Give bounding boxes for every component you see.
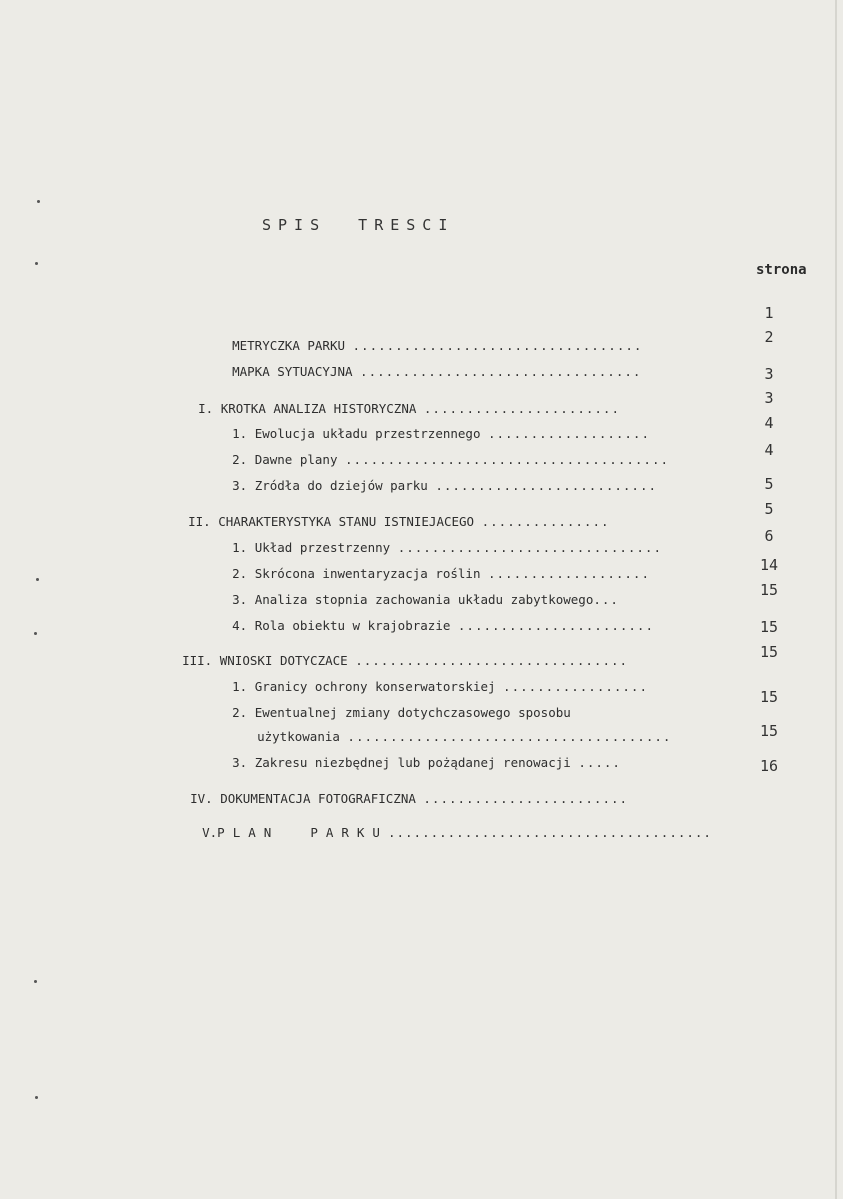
- toc-label: METRYCZKA PARKU: [232, 338, 353, 353]
- page-column-header: strona: [756, 262, 807, 278]
- toc-leader: .....: [578, 755, 621, 770]
- toc-entry: [202, 686, 730, 720]
- toc-label: Układ przestrzenny: [247, 540, 398, 555]
- toc-entry: [202, 345, 730, 379]
- toc-number: IV.: [190, 791, 213, 806]
- toc-label: MAPKA SYTUACYJNA: [232, 364, 361, 379]
- page-number: 5: [764, 500, 774, 518]
- toc-entry: [202, 547, 730, 581]
- page-number: 16: [759, 757, 779, 775]
- toc-label: DOKUMENTACJA FOTOGRAFICZNA: [212, 791, 424, 806]
- toc-entry: [202, 660, 730, 694]
- toc-leader: ..................................: [352, 338, 643, 353]
- toc-label: Zródła do dziejów parku: [247, 478, 436, 493]
- toc-entry: [202, 433, 730, 467]
- toc-label: Ewolucja układu przestrzennego: [247, 426, 488, 441]
- margin-mark: [35, 262, 38, 265]
- toc-number: 4.: [232, 618, 248, 633]
- toc-label: Analiza stopnia zachowania układu zabytkowego: [247, 592, 594, 607]
- toc-number: 1.: [232, 540, 248, 555]
- toc-leader: ......................................: [387, 825, 712, 840]
- page-title: SPIS TRESCI: [262, 216, 455, 234]
- toc-leader: ......................................: [345, 452, 669, 467]
- toc-entry: [152, 634, 730, 668]
- page-number: 14: [759, 556, 779, 574]
- toc-entry: [202, 573, 730, 607]
- toc-entry: [202, 407, 730, 441]
- page-number: 3: [764, 389, 774, 407]
- toc-leader: ..........................: [435, 478, 657, 493]
- toc-label: Zakresu niezbędnej lub pożądanej renowacji: [247, 755, 579, 770]
- margin-mark: [37, 200, 40, 203]
- toc-leader: .................................: [360, 364, 642, 379]
- page-number: 4: [764, 414, 774, 432]
- toc-entry: [227, 710, 730, 744]
- page-number: 2: [764, 328, 774, 346]
- toc-number: 2.: [232, 566, 248, 581]
- page-number: 5: [764, 475, 774, 493]
- toc-leader: ......................................: [347, 729, 672, 744]
- margin-mark: [36, 578, 39, 581]
- toc-leader: .......................: [457, 618, 654, 633]
- toc-leader: ...: [593, 592, 619, 607]
- toc-number: I.: [198, 401, 214, 416]
- page-number: 3: [764, 365, 774, 383]
- margin-mark: [34, 632, 37, 635]
- toc-label: Ewentualnej zmiany dotychczasowego sposobu: [247, 705, 571, 720]
- page-number: 15: [759, 688, 779, 706]
- page-number: 6: [764, 527, 774, 545]
- page-number: 15: [759, 618, 779, 636]
- toc-label: PLAN PARKU: [217, 825, 388, 840]
- toc-leader: ...............................: [397, 540, 662, 555]
- toc-leader: ................................: [355, 653, 629, 668]
- toc-label: Granicy ochrony konserwatorskiej: [247, 679, 504, 694]
- toc-label: użytkowania: [257, 729, 348, 744]
- page-edge-shadow: [835, 0, 837, 1199]
- toc-number: 1.: [232, 426, 248, 441]
- toc-entry: [160, 772, 730, 806]
- toc-entry: [158, 495, 730, 529]
- toc-leader: ...................: [488, 566, 650, 581]
- toc-leader: .......................: [423, 401, 620, 416]
- toc-entry: [202, 319, 730, 353]
- toc-entry: [172, 806, 730, 840]
- toc-entry: [202, 521, 730, 555]
- page-number: 15: [759, 722, 779, 740]
- toc-number: 3.: [232, 755, 248, 770]
- toc-number: III.: [182, 653, 213, 668]
- page-number: 15: [759, 581, 779, 599]
- toc-number: 3.: [232, 478, 248, 493]
- toc-label: Rola obiektu w krajobrazie: [247, 618, 458, 633]
- toc-label: CHARAKTERYSTYKA STANU ISTNIEJACEGO: [210, 514, 482, 529]
- margin-mark: [34, 980, 37, 983]
- page-number: 15: [759, 643, 779, 661]
- toc-label: KROTKA ANALIZA HISTORYCZNA: [213, 401, 424, 416]
- toc-number: 3.: [232, 592, 248, 607]
- toc-entry: [168, 382, 730, 416]
- toc-leader: ...............: [481, 514, 610, 529]
- toc-leader: ........................: [423, 791, 629, 806]
- toc-entry: [202, 599, 730, 633]
- toc-label: Dawne plany: [247, 452, 346, 467]
- toc-label: WNIOSKI DOTYCZACE: [212, 653, 356, 668]
- toc-number: 2.: [232, 452, 248, 467]
- toc-number: 1.: [232, 679, 248, 694]
- toc-entry: [202, 459, 730, 493]
- page-number: 1: [764, 304, 774, 322]
- page-number: 4: [764, 441, 774, 459]
- toc-leader: ...................: [488, 426, 650, 441]
- margin-mark: [35, 1096, 38, 1099]
- toc-number: 2.: [232, 705, 248, 720]
- toc-number: V.: [202, 825, 218, 840]
- toc-leader: .................: [503, 679, 648, 694]
- toc-entry: [202, 736, 730, 770]
- toc-label: Skrócona inwentaryzacja roślin: [247, 566, 488, 581]
- toc-number: II.: [188, 514, 211, 529]
